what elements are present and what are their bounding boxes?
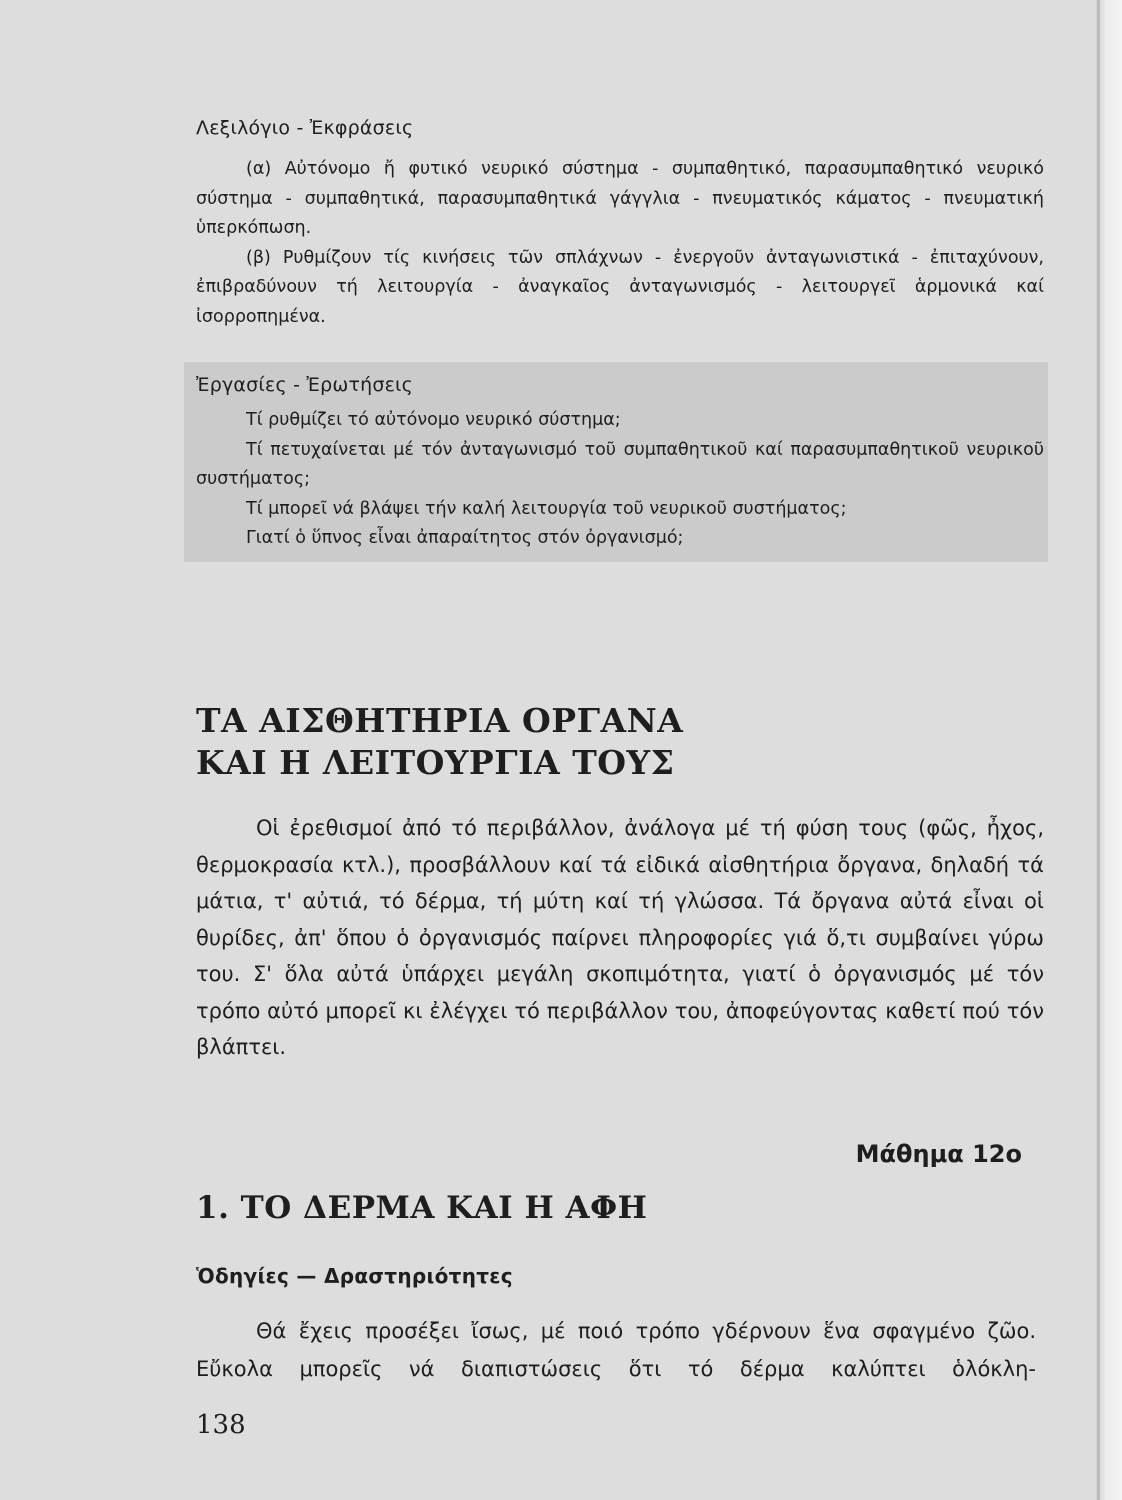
vocabulary-section: [196, 115, 1044, 332]
page-number: 138: [196, 1410, 246, 1440]
exercises-section: [196, 372, 1044, 554]
lesson-label: Μάθημα 12ο: [855, 1140, 1022, 1168]
vocabulary-heading: Λεξιλόγιο - Ἐκφράσεις: [196, 117, 414, 139]
chapter-title: [196, 700, 1044, 784]
chapter-intro-paragraph: Οἱ ἐρεθισμοί ἀπό τό περιβάλλον, ἀνάλογα μέ τή φύση τους (φῶς, ἦχος, θερμοκρασία κτλ.), προσβάλλουν καί τά εἰδικά αἰσθητήρια ὄργανα, δηλαδή τά μάτια, τ' αὐτιά, τό δέρμα, τή μύτη καί τή γλώσσα. Τά ὄργανα αὐτά εἶναι οἱ θυρίδες, ἀπ' ὅπου ὁ ὀργανισμός παίρνει πληροφορίες γιά ὅ,τι συμβαίνει γύρω του. Σ' ὅλα αὐτά ὑπάρχει μεγάλη σκοπιμότητα, γιατί ὁ ὀργανισμός μέ τόν τρόπο αὐτό μπορεῖ κι ἐλέγχει τό περιβάλλον του, ἀποφεύγοντας καθετί πού τόν βλάπτει.: [196, 816, 1044, 1059]
instructions-subheading: Ὁδηγίες — Δραστηριότητες: [196, 1264, 513, 1288]
question-item: Τί πετυχαίνεται μέ τόν ἀνταγωνισμό τοῦ συμπαθητικοῦ καί παρασυμπαθητικοῦ νευρικοῦ συστήματος;: [196, 439, 1044, 489]
exercises-heading: Ἐργασίες - Ἐρωτήσεις: [196, 374, 414, 396]
question-item: Τί ρυθμίζει τό αὐτόνομο νευρικό σύστημα;: [246, 410, 621, 430]
chapter-title-line-2: ΚΑΙ Η ΛΕΙΤΟΥΡΓΙΑ ΤΟΥΣ: [196, 743, 675, 782]
section-title: 1. ΤΟ ΔΕΡΜΑ ΚΑΙ Η ΑΦΗ: [196, 1190, 648, 1226]
page-edge-shadow: [1097, 0, 1100, 1500]
question-item: Τί μπορεῖ νά βλάψει τήν καλή λειτουργία τοῦ νευρικοῦ συστήματος;: [246, 498, 847, 519]
vocabulary-paragraph-b: (β) Ρυθμίζουν τίς κινήσεις τῶν σπλάχνων - ἐνεργοῦν ἀνταγωνιστικά - ἐπιταχύνουν, ἐπιβραδύνουν τή λειτουργία - ἀναγκαῖος ἀνταγωνισμός - λειτουργεῖ ἁρμονικά καί ἰσορροπημένα.: [196, 247, 1044, 327]
chapter-title-line-1: ΤΑ ΑΙΣΘΗΤΗΡΙΑ ΟΡΓΑΝΑ: [196, 701, 684, 740]
lesson-body: [196, 1312, 1036, 1388]
question-item: Γιατί ὁ ὕπνος εἶναι ἀπαραίτητος στόν ὀργανισμό;: [246, 528, 684, 548]
chapter-intro: [196, 810, 1044, 1066]
lesson-paragraph: Θά ἔχεις προσέξει ἴσως, μέ ποιό τρόπο γδέρνουν ἕνα σφαγμένο ζῶο. Εὔκολα μπορεῖς νά διαπιστώσεις ὅτι τό δέρμα καλύπτει ὁλόκλη-: [196, 1319, 1036, 1381]
vocabulary-paragraph-a: (α) Αὐτόνομο ἤ φυτικό νευρικό σύστημα - συμπαθητικό, παρασυμπαθητικό νευρικό σύστημα - συμπαθητικά, παρασυμπαθητικά γάγγλια - πνευματικός κάματος - πνευματική ὑπερκόπωση.: [196, 159, 1044, 238]
